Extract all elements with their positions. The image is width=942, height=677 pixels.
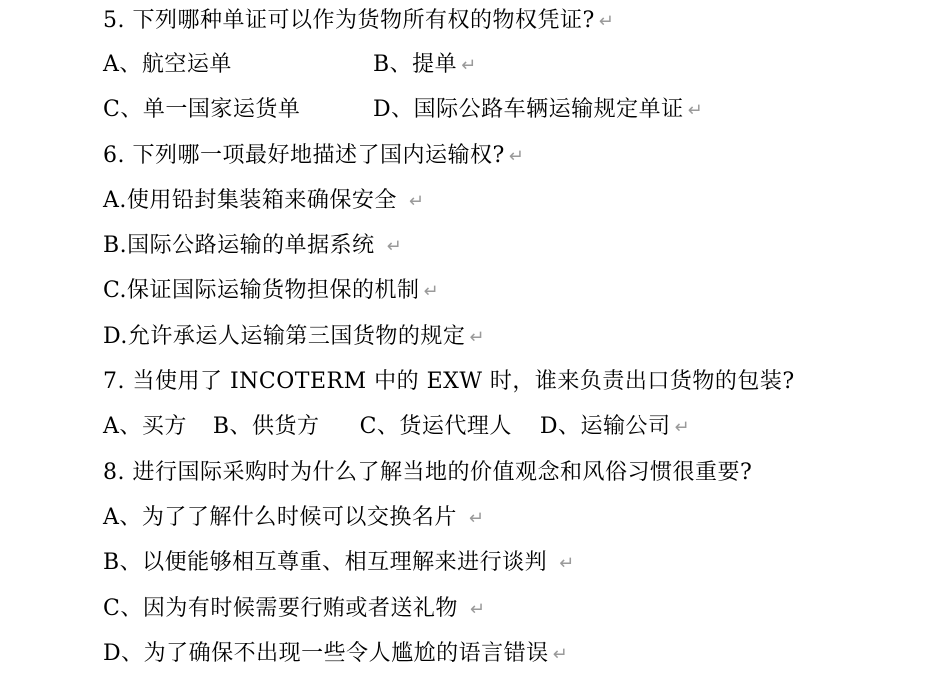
- q8-option-d: D、为了确保不出现一些令人尴尬的语言错误: [103, 640, 549, 666]
- q5-option-d-wrap: [373, 87, 703, 133]
- paragraph-mark-icon: ↵: [552, 643, 569, 665]
- document-body: [103, 0, 933, 676]
- q8-option-b: B、以便能够相互尊重、相互理解来进行谈判: [103, 550, 548, 576]
- question-6: [103, 133, 933, 178]
- q8-option-c: C、因为有时候需要行贿或者送礼物: [103, 595, 458, 621]
- question-7-text: 7. 当使用了 INCOTERM 中的 EXW 时，谁来负责出口货物的包装?: [103, 369, 795, 395]
- q8-option-c-line: [103, 586, 933, 631]
- paragraph-mark-icon: ↵: [461, 55, 477, 76]
- paragraph-mark-icon: ↵: [508, 145, 525, 167]
- q5-option-b-wrap: [373, 42, 477, 88]
- paragraph-mark-icon: ↵: [687, 100, 704, 122]
- question-5-text: 5. 下列哪种单证可以作为货物所有权的物权凭证?: [103, 8, 595, 33]
- q5-option-c: C、单一国家运货单: [103, 97, 301, 123]
- paragraph-mark-icon: ↵: [674, 417, 691, 439]
- q6-option-b-line: [103, 223, 933, 268]
- paragraph-mark-icon: ↵: [408, 190, 425, 212]
- q6-option-d: D.允许承运人运输第三国货物的规定: [103, 323, 466, 349]
- q8-option-b-line: [103, 540, 933, 585]
- q8-option-a-line: [103, 495, 933, 540]
- question-8: [103, 450, 933, 495]
- q8-option-d-line: [103, 631, 933, 676]
- q7-option-c: C、货运代理人: [359, 414, 512, 440]
- q6-option-a: A.使用铅封集装箱来确保安全: [103, 187, 397, 213]
- q6-option-d-line: [103, 314, 933, 359]
- q5-option-b: B、提单: [373, 52, 458, 77]
- question-8-text: 8. 进行国际采购时为什么了解当地的价值观念和风俗习惯很重要?: [103, 459, 753, 485]
- question-5: [103, 0, 933, 42]
- paragraph-mark-icon: ↵: [559, 553, 575, 575]
- q7-option-d: D、运输公司: [539, 414, 671, 440]
- q6-option-b: B.国际公路运输的单据系统: [103, 233, 375, 259]
- question-5-options-cd: [103, 87, 933, 132]
- q7-option-a: A、买方: [103, 414, 187, 440]
- paragraph-mark-icon: ↵: [469, 598, 486, 620]
- question-7: [103, 359, 933, 404]
- paragraph-mark-icon: ↵: [468, 507, 485, 529]
- q6-option-a-line: [103, 178, 933, 223]
- paragraph-mark-icon: ↵: [469, 326, 485, 348]
- q6-option-c-line: [103, 268, 933, 313]
- q5-option-d: D、国际公路车辆运输规定单证: [373, 97, 684, 123]
- q8-option-a: A、为了了解什么时候可以交换名片: [103, 504, 457, 530]
- q5-option-a: A、航空运单: [103, 52, 232, 77]
- paragraph-mark-icon: ↵: [423, 281, 440, 303]
- question-7-options: [103, 404, 933, 449]
- question-5-options-ab: [103, 42, 933, 87]
- paragraph-mark-icon: ↵: [386, 236, 403, 258]
- q6-option-c: C.保证国际运输货物担保的机制: [103, 278, 420, 304]
- question-6-text: 6. 下列哪一项最好地描述了国内运输权?: [103, 142, 505, 168]
- paragraph-mark-icon: ↵: [598, 11, 615, 32]
- q7-option-b: B、供货方: [212, 414, 320, 440]
